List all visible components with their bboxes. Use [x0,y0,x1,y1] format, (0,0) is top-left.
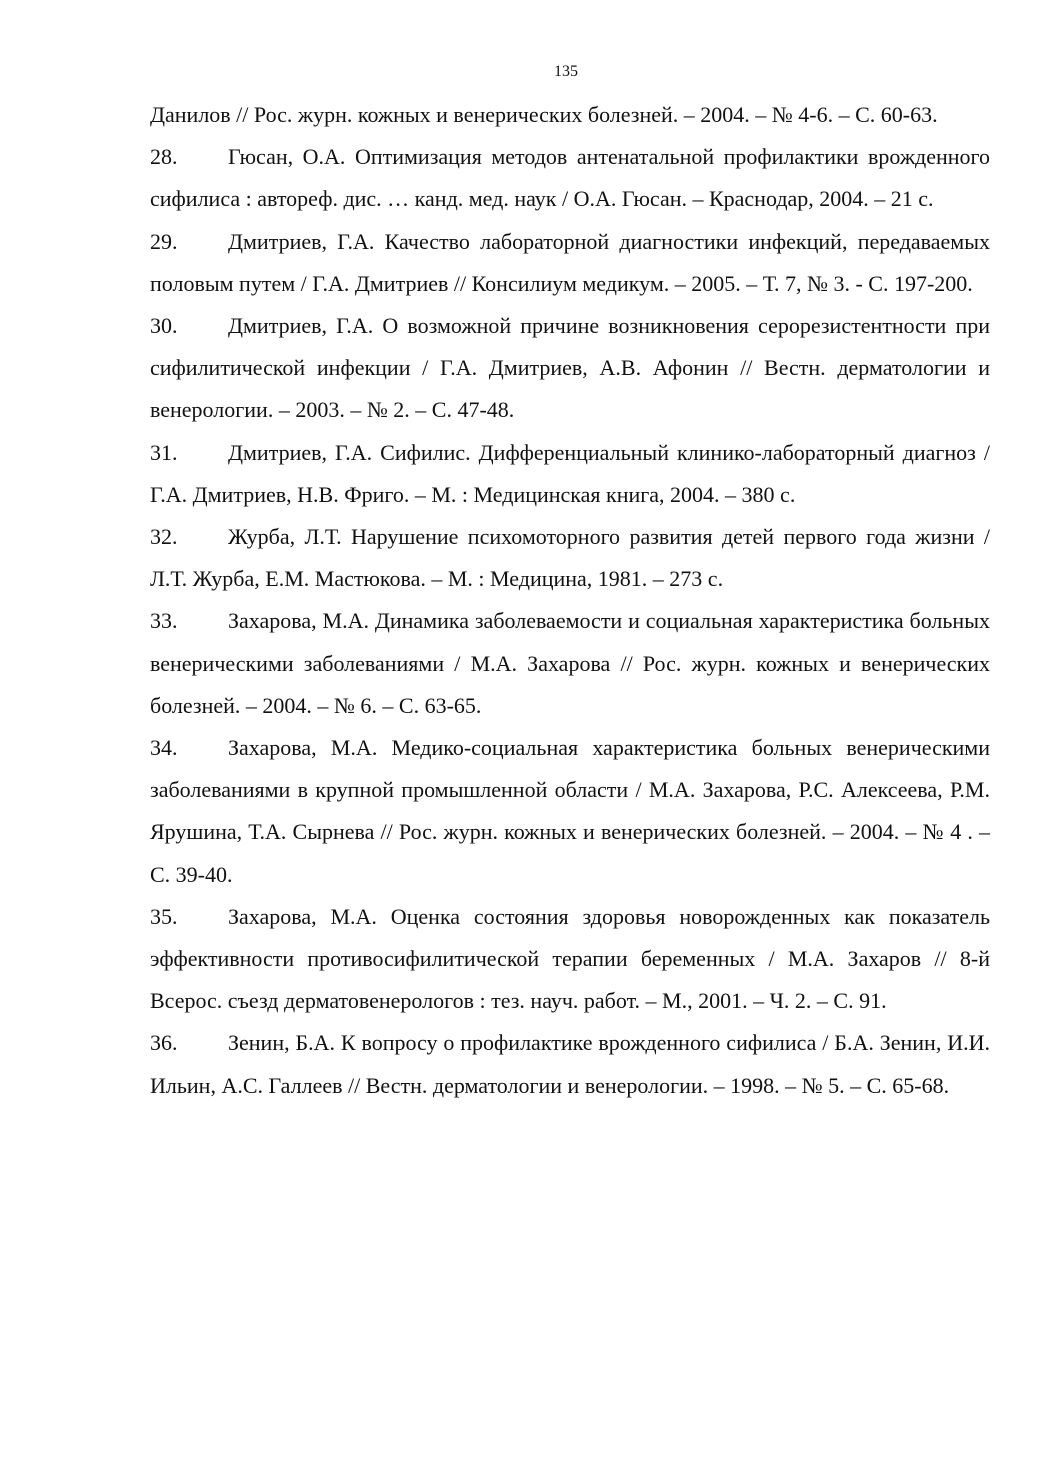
reference-list [150,94,990,1107]
reference-text: Захарова, М.А. Медико-социальная характеристика больных венерическими заболеваниями в крупной промышленной области / М.А. Захарова, Р.С. Алексеева, Р.М. Ярушина, Т.А. Сырнева // Рос. журн. кожных и венерических болезней. – 2004. – № 4 . – С. 39-40. [150,735,990,887]
reference-number: 31. [150,439,178,465]
reference-item [150,1022,990,1106]
reference-number: 28. [150,144,178,170]
reference-number: 36. [150,1030,178,1056]
reference-item [150,221,990,305]
reference-number: 34. [150,735,178,761]
reference-text: Журба, Л.Т. Нарушение психомоторного развития детей первого года жизни / Л.Т. Журба, Е.М. Мастюкова. – М. : Медицина, 1981. – 273 с. [150,524,990,592]
reference-item [150,432,990,516]
reference-item [150,305,990,432]
reference-text: Захарова, М.А. Динамика заболеваемости и социальная характеристика больных венерическими заболеваниями / М.А. Захарова // Рос. журн. кожных и венерических болезней. – 2004. – № 6. – С. 63-65. [150,608,990,718]
reference-text: Зенин, Б.А. К вопросу о профилактике врожденного сифилиса / Б.А. Зенин, И.И. Ильин, А.С. Галлеев // Вестн. дерматологии и венерологии. – 1998. – № 5. – С. 65-68. [150,1030,990,1098]
reference-text: Гюсан, О.А. Оптимизация методов антенатальной профилактики врожденного сифилиса : автореф. дис. … канд. мед. наук / О.А. Гюсан. – Краснодар, 2004. – 21 с. [150,144,990,212]
reference-number: 30. [150,313,178,339]
reference-number: 32. [150,524,178,550]
reference-item [150,600,990,727]
page-number: 135 [554,63,578,80]
reference-item [150,516,990,600]
reference-item [150,896,990,1023]
reference-number: 35. [150,903,178,929]
reference-number: 29. [150,228,178,254]
reference-text: Дмитриев, Г.А. Сифилис. Дифференциальный клинико-лабораторный диагноз / Г.А. Дмитриев, Н.В. Фриго. – М. : Медицинская книга, 2004. – 380 с. [150,439,990,507]
reference-text: Дмитриев, Г.А. Качество лабораторной диагностики инфекций, передаваемых половым путем / Г.А. Дмитриев // Консилиум медикум. – 2005. – Т. 7, № 3. - С. 197-200. [150,228,990,296]
reference-text: Захарова, М.А. Оценка состояния здоровья новорожденных как показатель эффективности противосифилитической терапии беременных / М.А. Захаров // 8-й Всерос. съезд дерматовенерологов : тез. науч. работ. – М., 2001. – Ч. 2. – С. 91. [150,903,990,1014]
reference-item [150,136,990,220]
reference-text: Данилов // Рос. журн. кожных и венерических болезней. – 2004. – № 4-6. – С. 60-63. [150,102,938,127]
reference-item [150,727,990,896]
reference-number: 33. [150,608,178,634]
reference-text: Дмитриев, Г.А. О возможной причине возникновения серорезистентности при сифилитической инфекции / Г.А. Дмитриев, А.В. Афонин // Вестн. дерматологии и венерологии. – 2003. – № 2. – С. 47-48. [150,313,990,423]
reference-item [150,94,990,136]
